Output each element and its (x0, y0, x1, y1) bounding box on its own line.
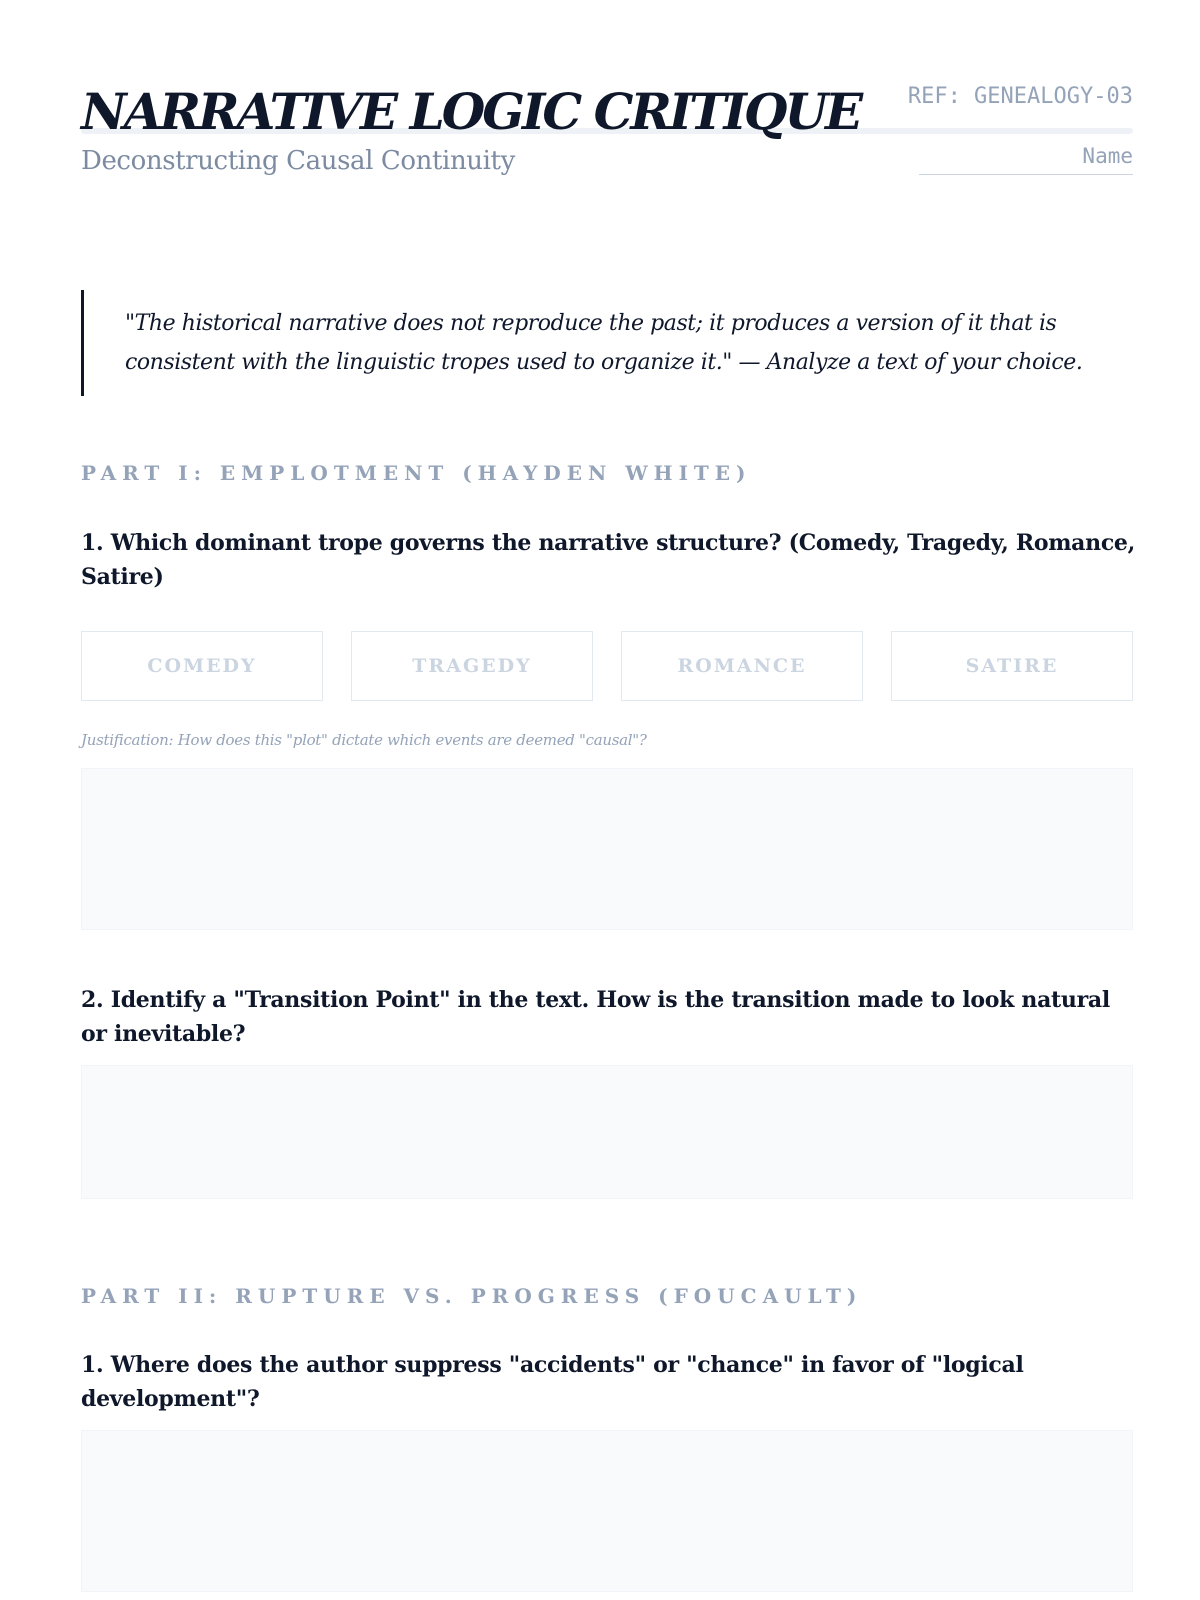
reference-code: REF: GENEALOGY-03 (907, 84, 1133, 109)
worksheet-header (81, 0, 1133, 200)
part-2-question-1: 1. Where does the author suppress "accidents" or "chance" in favor of "logical development"? (81, 1352, 1024, 1412)
option-satire-button[interactable]: SATIRE (891, 631, 1133, 701)
page-subtitle: Deconstructing Causal Continuity (81, 146, 515, 176)
accidents-answer-box[interactable] (81, 1430, 1133, 1592)
part-1-heading: PART I: EMPLOTMENT (HAYDEN WHITE) (81, 461, 752, 485)
part-2-heading: PART II: RUPTURE VS. PROGRESS (FOUCAULT) (81, 1284, 863, 1308)
trope-options (81, 631, 1133, 701)
prompt-quote-text: "The historical narrative does not reproduce the past; it produces a version of it that is consistent with the linguistic tropes used to organize it." — Analyze a text of your choice. (125, 311, 1083, 375)
option-romance-button[interactable]: ROMANCE (621, 631, 863, 701)
page-title: NARRATIVE LOGIC CRITIQUE (81, 82, 861, 141)
option-tragedy-button[interactable]: TRAGEDY (351, 631, 593, 701)
justification-hint: Justification: How does this "plot" dictate which events are deemed "causal"? (81, 731, 647, 749)
worksheet-page (81, 0, 1135, 1412)
justification-answer-box[interactable] (81, 768, 1133, 930)
name-field[interactable]: Name (919, 144, 1133, 175)
prompt-quote (81, 290, 1133, 396)
transition-answer-box[interactable] (81, 1065, 1133, 1199)
part-1-question-2: 2. Identify a "Transition Point" in the text. How is the transition made to look natural or inevitable? (81, 987, 1110, 1047)
option-comedy-button[interactable]: COMEDY (81, 631, 323, 701)
part-1-question-1: 1. Which dominant trope governs the narrative structure? (Comedy, Tragedy, Romance, Satire) (81, 530, 1135, 590)
